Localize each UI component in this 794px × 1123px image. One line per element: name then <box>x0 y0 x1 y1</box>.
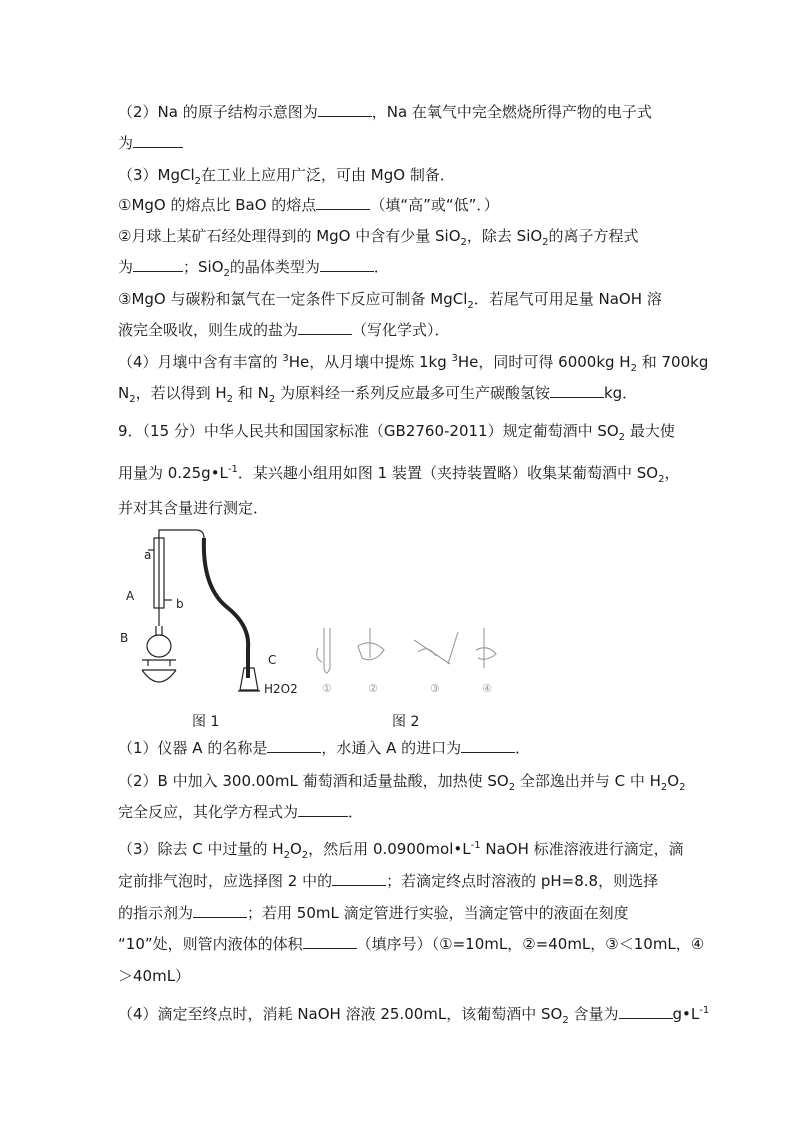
text: O <box>289 840 302 858</box>
flask-body <box>147 635 171 657</box>
text: （写化学式）． <box>352 321 450 339</box>
answer-blank[interactable] <box>332 871 386 886</box>
fig2-mark-2: ② <box>368 682 378 695</box>
subscript: 2 <box>562 1015 569 1026</box>
answer-blank[interactable] <box>193 903 247 918</box>
answer-blank[interactable] <box>318 102 372 117</box>
text: ；若用 50mL 滴定管进行实验，当滴定管中的液面在刻度 <box>247 904 629 922</box>
text: 和 N <box>233 384 269 402</box>
subscript: 2 <box>660 782 668 793</box>
text: （填“高”或“低”．） <box>370 196 499 214</box>
text: （3）除去 C 中过量的 H <box>118 840 284 858</box>
subscript: 2 <box>658 474 665 485</box>
superscript: -1 <box>470 840 481 851</box>
label-b: b <box>176 597 184 611</box>
text: 的离子方程式 <box>548 227 639 245</box>
label-A: A <box>126 589 135 603</box>
apparatus-figures <box>118 528 508 700</box>
q8-part3-item3-line1 <box>118 289 662 309</box>
figure1-apparatus <box>142 530 260 691</box>
text: 定前排气泡时，应选择图 2 中的 <box>118 872 333 890</box>
q8-part4-line1 <box>118 352 708 372</box>
q9-part3-line3 <box>118 903 629 923</box>
text: He，同时可得 6000kg H <box>457 353 631 371</box>
text: （2）B 中加入 300.00mL 葡萄酒和适量盐酸，加热使 SO <box>118 772 509 790</box>
technique-3-burette-b <box>448 632 458 664</box>
text: ＞40mL） <box>118 967 191 985</box>
text: ③MgO 与碳粉和氯气在一定条件下反应可制备 MgCl <box>118 290 468 308</box>
q8-part2-line1 <box>118 102 652 122</box>
text: ． <box>373 258 389 276</box>
text: “10”处，则管内液体的体积 <box>118 935 303 953</box>
label-h2o2: H2O2 <box>264 682 298 696</box>
subscript: 2 <box>542 237 549 248</box>
subscript: 2 <box>630 363 637 374</box>
text: （3）MgCl <box>118 166 195 184</box>
technique-1-hand <box>317 648 322 662</box>
q8-part3-item3-line2 <box>118 320 450 340</box>
text: ， <box>664 464 680 482</box>
subscript: 2 <box>301 850 309 861</box>
text: 全部逸出并与 C 中 H <box>515 772 661 790</box>
q9-part3-line2 <box>118 871 658 891</box>
rubber-hose <box>204 538 248 678</box>
q8-part3-item2-line2 <box>118 257 389 277</box>
fig2-mark-3: ③ <box>430 682 440 695</box>
text: 液完全吸收，则生成的盐为 <box>118 321 299 339</box>
text: O <box>667 772 680 790</box>
answer-blank[interactable] <box>550 383 604 398</box>
text: （2）Na 的原子结构示意图为 <box>118 103 318 121</box>
label-C: C <box>268 653 277 667</box>
text: 完全反应，其化学方程式为 <box>118 803 299 821</box>
text: ，水通入 A 的进口为 <box>321 739 462 757</box>
superscript: 3 <box>451 353 458 364</box>
text: 含量为 <box>568 1005 619 1023</box>
q9-part2-line2 <box>118 802 363 822</box>
answer-blank[interactable] <box>303 934 357 949</box>
subscript: 2 <box>508 782 516 793</box>
q9-stem-line1 <box>118 421 675 441</box>
technique-2-hand <box>358 643 384 660</box>
q9-part3-line1 <box>118 839 684 859</box>
text: （4）滴定至终点时，消耗 NaOH 溶液 25.00mL，该葡萄酒中 SO <box>118 1005 563 1023</box>
text: ，然后用 0.0900mol•L <box>308 840 471 858</box>
text: 为 <box>118 134 134 152</box>
superscript: 3 <box>282 353 289 364</box>
q9-part2-line1 <box>118 771 685 791</box>
subscript: 2 <box>223 268 230 279</box>
subscript: 2 <box>226 394 234 405</box>
text: kg． <box>603 384 638 402</box>
q9-part1 <box>118 738 530 758</box>
answer-blank[interactable] <box>298 802 348 817</box>
q9-part3-line5 <box>118 966 190 986</box>
figure2-caption: 图 2 <box>392 714 420 730</box>
superscript: -1 <box>699 1005 710 1016</box>
text: g•L <box>672 1005 700 1023</box>
subscript: 2 <box>460 237 467 248</box>
subscript: 2 <box>194 176 202 187</box>
text: 为原料经一系列反应最多可生产碳酸氢铵 <box>275 384 550 402</box>
text: ，除去 SiO <box>466 227 543 245</box>
connecting-tube-top <box>159 530 204 538</box>
technique-1-burette <box>324 628 330 673</box>
answer-blank[interactable] <box>298 320 352 335</box>
superscript: -1 <box>227 464 238 475</box>
fig2-mark-4: ④ <box>482 682 492 695</box>
answer-blank[interactable] <box>133 257 183 272</box>
text: ，Na 在氧气中完全燃烧所得产物的电子式 <box>371 103 652 121</box>
text: N <box>118 384 130 402</box>
subscript: 2 <box>283 850 290 861</box>
text: 用量为 0.25g•L <box>118 464 228 482</box>
q8-part3-item2-line1 <box>118 226 639 246</box>
text: ；若滴定终点时溶液的 pH=8.8，则选择 <box>386 872 659 890</box>
text: 最大使 <box>625 422 675 440</box>
text: He，从月壤中提炼 1kg <box>288 353 452 371</box>
subscript: 2 <box>129 394 136 405</box>
text: 的晶体类型为 <box>229 258 320 276</box>
text: （1）仪器 A 的名称是 <box>118 739 268 757</box>
subscript: 2 <box>679 782 686 793</box>
text: ．某兴趣小组用如图 1 装置（夹持装置略）收集某葡萄酒中 SO <box>237 464 659 482</box>
answer-blank[interactable] <box>316 195 370 210</box>
text: 9．（15 分）中华人民共和国国家标准（GB2760-2011）规定葡萄酒中 SO <box>118 422 619 440</box>
text: NaOH 标准溶液进行滴定，滴 <box>480 840 684 858</box>
q8-part3-line1 <box>118 165 455 185</box>
q8-part4-line2 <box>118 383 637 403</box>
technique-4-hand <box>476 648 496 660</box>
q8-part2-line2 <box>118 133 183 153</box>
answer-blank[interactable] <box>267 738 321 753</box>
q9-part3-line4 <box>118 934 704 954</box>
text: （填序号）（①=10mL，②=40mL，③＜10mL，④ <box>356 935 705 953</box>
subscript: 2 <box>268 394 276 405</box>
text: 并对其含量进行测定． <box>118 499 269 517</box>
text: ；SiO <box>183 258 224 276</box>
text: ． <box>515 739 531 757</box>
q9-part4 <box>118 1004 709 1024</box>
text: ，若以得到 H <box>135 384 227 402</box>
text: ．若尾气可用足量 NaOH 溶 <box>473 290 662 308</box>
text: ②月球上某矿石经处理得到的 MgO 中含有少量 SiO <box>118 227 461 245</box>
answer-blank[interactable] <box>619 1004 673 1019</box>
fig2-mark-1: ① <box>322 682 332 695</box>
text: ． <box>348 803 364 821</box>
q9-stem-line3 <box>118 498 268 518</box>
answer-blank[interactable] <box>133 133 183 148</box>
figure2-burette-techniques <box>317 628 496 673</box>
text: （4）月壤中含有丰富的 <box>118 353 283 371</box>
subscript: 2 <box>618 432 626 443</box>
text: 的指示剂为 <box>118 904 194 922</box>
subscript: 2 <box>467 300 474 311</box>
text: ①MgO 的熔点比 BaO 的熔点 <box>118 196 317 214</box>
q8-part3-item1 <box>118 195 499 215</box>
label-a: a <box>144 548 152 562</box>
answer-blank[interactable] <box>320 257 374 272</box>
label-B: B <box>120 631 129 645</box>
technique-3-hand <box>418 649 436 656</box>
text: 和 700kg <box>636 353 709 371</box>
figure1-caption: 图 1 <box>192 714 220 730</box>
text: 在工业上应用广泛，可由 MgO 制备． <box>201 166 455 184</box>
text: 为 <box>118 258 134 276</box>
answer-blank[interactable] <box>461 738 515 753</box>
q9-stem-line2 <box>118 463 679 483</box>
water-bath <box>142 670 176 682</box>
